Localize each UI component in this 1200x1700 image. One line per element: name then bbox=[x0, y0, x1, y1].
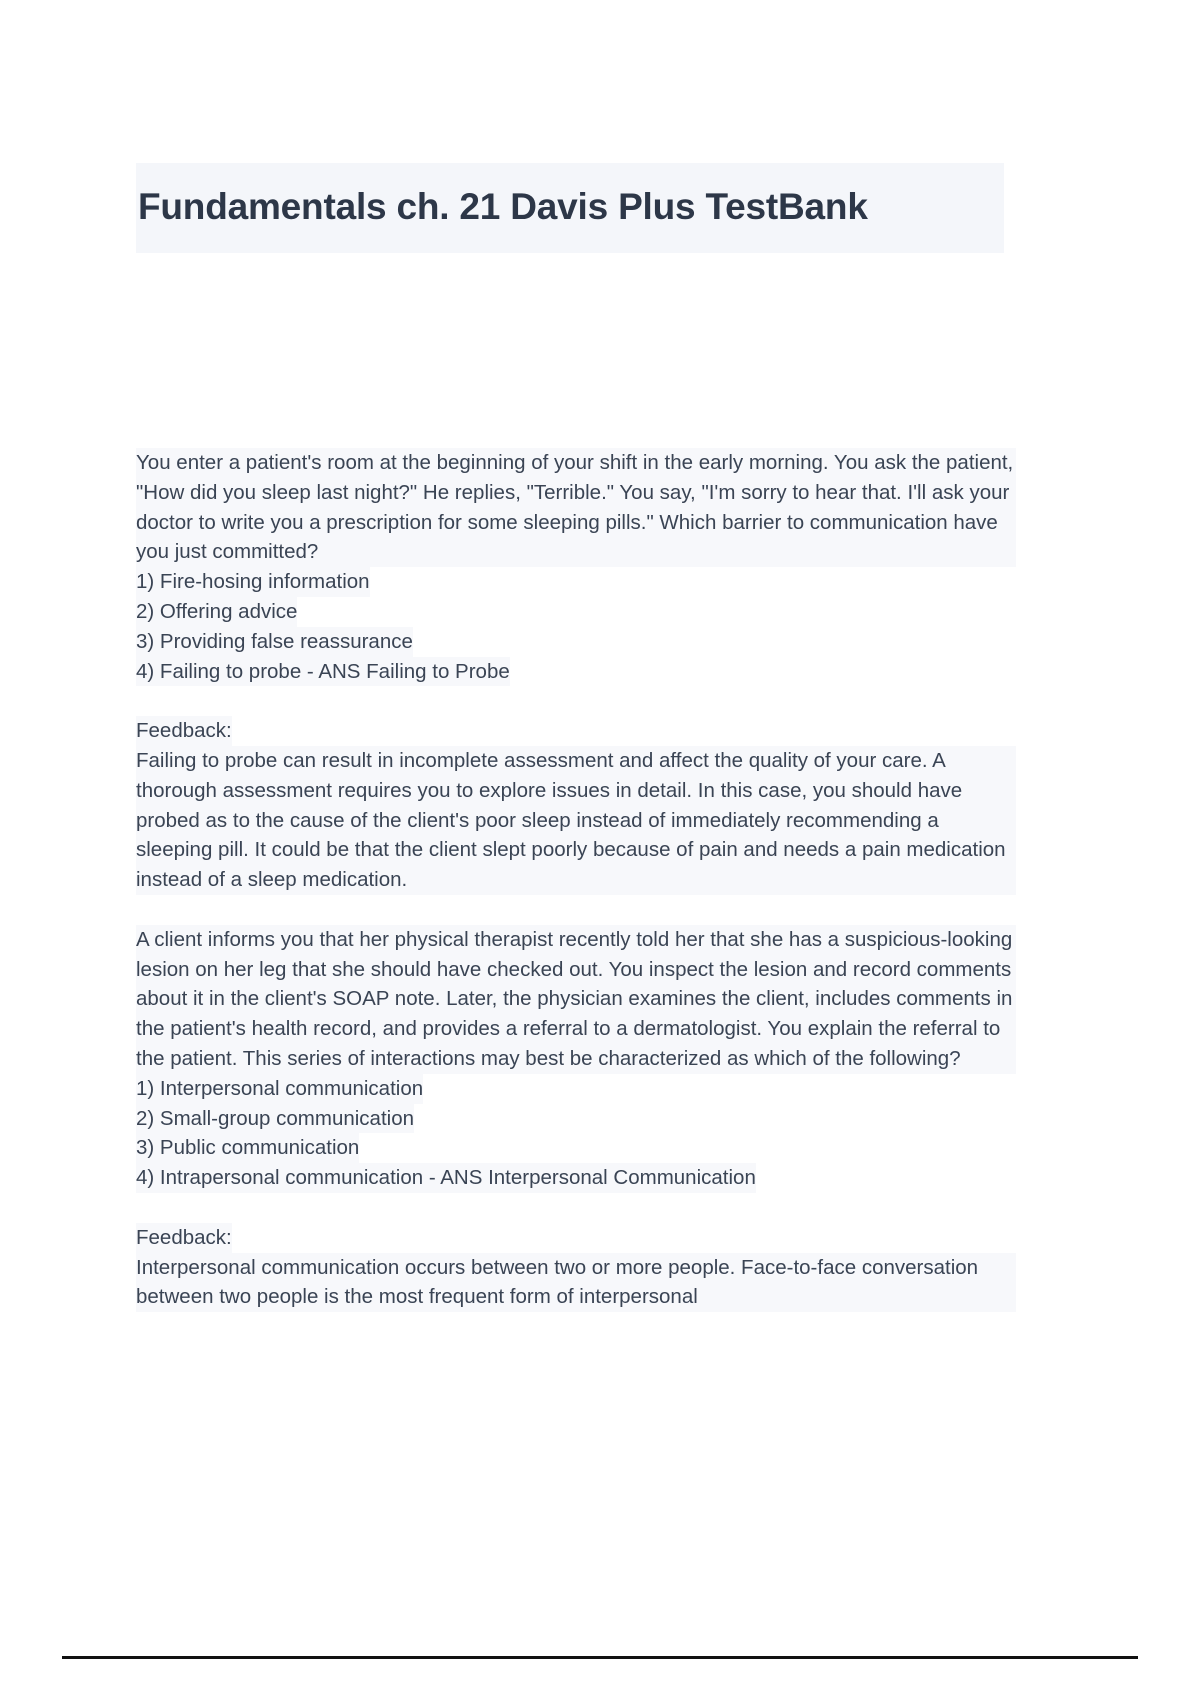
document-title-block bbox=[136, 163, 1004, 253]
spacer bbox=[136, 895, 1016, 925]
question-2 bbox=[136, 925, 1016, 1312]
question-2-feedback-label: Feedback: bbox=[136, 1223, 232, 1253]
question-1 bbox=[136, 448, 1016, 895]
question-2-option-3: 3) Public communication bbox=[136, 1133, 359, 1163]
footer-divider bbox=[62, 1656, 1138, 1659]
page-title: Fundamentals ch. 21 Davis Plus TestBank bbox=[138, 186, 868, 227]
document-body bbox=[136, 448, 1016, 1312]
question-1-option-2: 2) Offering advice bbox=[136, 597, 297, 627]
question-2-option-1: 1) Interpersonal communication bbox=[136, 1074, 423, 1104]
question-1-feedback: Failing to probe can result in incomplete assessment and affect the quality of your care. A thorough assessment requires you to explore issues in detail. In this case, you should have probed as to the cause of the client's poor sleep instead of immediately recommending a sleeping pill. It could be that the client slept poorly because of pain and needs a pain medication instead of a sleep medication. bbox=[136, 746, 1016, 895]
question-2-option-2: 2) Small-group communication bbox=[136, 1104, 414, 1134]
spacer bbox=[136, 1193, 1016, 1223]
question-2-option-4: 4) Intrapersonal communication - ANS Interpersonal Communication bbox=[136, 1163, 756, 1193]
question-1-feedback-label: Feedback: bbox=[136, 716, 232, 746]
question-1-option-1: 1) Fire-hosing information bbox=[136, 567, 370, 597]
question-1-stem: You enter a patient's room at the beginning of your shift in the early morning. You ask the patient, "How did you sleep last night?" He replies, "Terrible." You say, "I'm sorry to hear that. I'll ask your doctor to write you a prescription for some sleeping pills." Which barrier to communication have you just committed? bbox=[136, 448, 1016, 567]
spacer bbox=[136, 686, 1016, 716]
question-1-option-4: 4) Failing to probe - ANS Failing to Probe bbox=[136, 657, 510, 687]
question-1-option-3: 3) Providing false reassurance bbox=[136, 627, 413, 657]
question-2-feedback: Interpersonal communication occurs between two or more people. Face-to-face conversation between two people is the most frequent form of interpersonal bbox=[136, 1253, 1016, 1313]
question-2-stem: A client informs you that her physical therapist recently told her that she has a suspicious-looking lesion on her leg that she should have checked out. You inspect the lesion and record comments about it in the client's SOAP note. Later, the physician examines the client, includes comments in the patient's health record, and provides a referral to a dermatologist. You explain the referral to the patient. This series of interactions may best be characterized as which of the following? bbox=[136, 925, 1016, 1074]
